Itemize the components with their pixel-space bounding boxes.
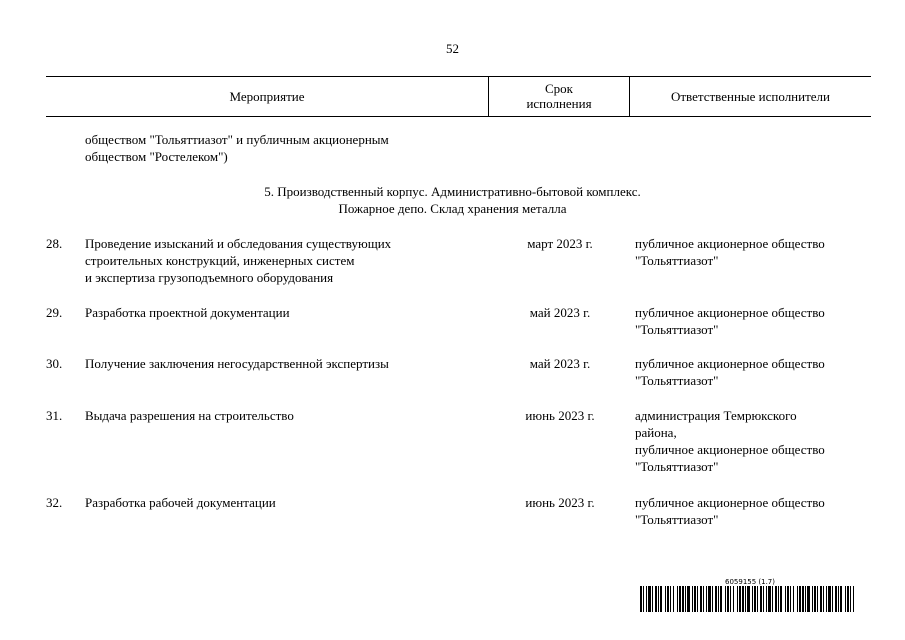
row-responsible: [635, 494, 875, 528]
row-event: [85, 235, 485, 286]
row-responsible-line: администрация Темрюкского: [635, 408, 797, 423]
row-responsible: [635, 304, 875, 338]
continuation-line: обществом "Тольяттиазот" и публичным акционерным: [85, 132, 389, 147]
continuation-text: [85, 131, 505, 165]
row-responsible-line: "Тольяттиазот": [635, 373, 719, 388]
section-title: [0, 183, 905, 217]
header-responsible: Ответственные исполнители: [670, 89, 830, 104]
row-event-line: Получение заключения негосударственной экспертизы: [85, 356, 389, 371]
row-event: [85, 355, 485, 372]
row-responsible-line: публичное акционерное общество: [635, 495, 825, 510]
row-number: 31.: [46, 408, 63, 423]
header-event: Мероприятие: [229, 89, 305, 104]
row-deadline: май 2023 г.: [529, 356, 591, 371]
row-number: 29.: [46, 305, 63, 320]
row-event-line: Выдача разрешения на строительство: [85, 408, 294, 423]
row-event-line: строительных конструкций, инженерных систем: [85, 253, 355, 268]
row-deadline: июнь 2023 г.: [525, 408, 595, 423]
row-event: [85, 494, 485, 511]
row-responsible: [635, 235, 875, 269]
row-responsible-line: публичное акционерное общество: [635, 236, 825, 251]
row-event-line: и экспертиза грузоподъемного оборудования: [85, 270, 334, 285]
page-number: 52: [446, 41, 459, 56]
row-responsible-line: "Тольяттиазот": [635, 322, 719, 337]
row-deadline: май 2023 г.: [529, 305, 591, 320]
row-responsible-line: района,: [635, 425, 677, 440]
section-title-line1: 5. Производственный корпус. Административно-бытовой комплекс.: [264, 184, 641, 199]
table-header-bottom-rule: [46, 116, 871, 117]
row-number: 28.: [46, 236, 63, 251]
row-event-line: Проведение изысканий и обследования существующих: [85, 236, 392, 251]
row-responsible-line: публичное акционерное общество: [635, 442, 825, 457]
row-responsible: [635, 407, 875, 475]
row-deadline: март 2023 г.: [527, 236, 593, 251]
row-responsible-line: публичное акционерное общество: [635, 305, 825, 320]
row-responsible-line: публичное акционерное общество: [635, 356, 825, 371]
section-title-line2: Пожарное депо. Склад хранения металла: [338, 201, 567, 216]
row-event-line: Разработка рабочей документации: [85, 495, 276, 510]
row-event-line: Разработка проектной документации: [85, 305, 290, 320]
header-deadline-line1: Срок: [545, 81, 573, 96]
row-event: [85, 407, 485, 424]
row-number: 30.: [46, 356, 63, 371]
barcode-label: 6059155 (1.7): [725, 578, 775, 586]
row-deadline: июнь 2023 г.: [525, 495, 595, 510]
row-event: [85, 304, 485, 321]
row-responsible-line: "Тольяттиазот": [635, 512, 719, 527]
row-number: 32.: [46, 495, 63, 510]
row-responsible-line: "Тольяттиазот": [635, 459, 719, 474]
row-responsible: [635, 355, 875, 389]
row-responsible-line: "Тольяттиазот": [635, 253, 719, 268]
header-deadline-line2: исполнения: [526, 96, 592, 111]
barcode-icon: [640, 586, 856, 612]
header-deadline: [489, 81, 629, 111]
continuation-line: обществом "Ростелеком"): [85, 149, 228, 164]
table-header-top-rule: [46, 76, 871, 77]
